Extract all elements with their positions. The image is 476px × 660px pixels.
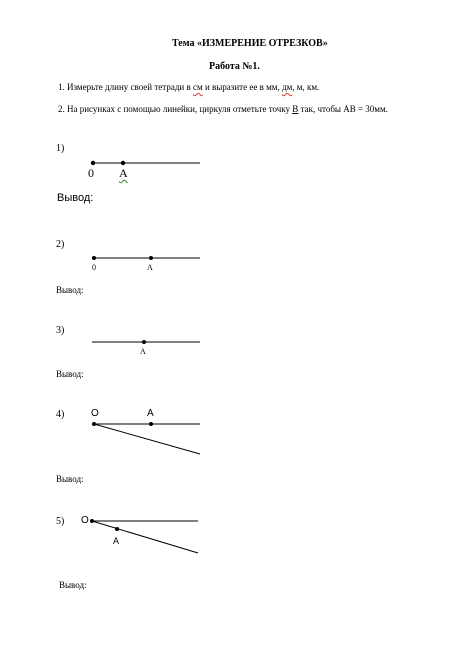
exercise-1-conclusion: Вывод: <box>57 192 94 204</box>
task-1-text-start: 1. Измерьте длину своей тетради в <box>58 82 193 92</box>
task-1-text-end: , м, км. <box>292 82 320 92</box>
fig1-point-a <box>121 161 125 165</box>
task-2-text-end: так, чтобы АВ = 30мм. <box>298 104 388 114</box>
fig2-point-a <box>149 256 153 260</box>
page-title: Тема «ИЗМЕРЕНИЕ ОТРЕЗКОВ» <box>172 38 328 49</box>
exercise-1-number: 1) <box>56 143 65 154</box>
exercise-3-conclusion: Вывод: <box>56 369 84 379</box>
fig2-point-o <box>92 256 96 260</box>
exercise-1-label-o: 0 <box>88 166 94 180</box>
fig5-point-o <box>90 519 94 523</box>
exercise-5-label-o: О <box>81 515 89 526</box>
exercise-3-number: 3) <box>56 325 65 336</box>
fig5-ray-slanted <box>92 521 198 553</box>
fig4-point-a <box>149 422 153 426</box>
exercise-2-label-a: А <box>147 263 153 272</box>
exercise-5-number: 5) <box>56 516 65 527</box>
exercise-4-number: 4) <box>56 409 65 420</box>
fig4-ray-slanted <box>94 424 200 454</box>
exercise-2-conclusion: Вывод: <box>56 285 84 295</box>
task-2-point-b: В <box>292 104 299 114</box>
work-number: Работа №1. <box>209 61 260 72</box>
task-2-text-start: 2. На рисунках с помощью линейки, циркуля отметьте точку <box>58 104 293 114</box>
exercise-3-label-a: А <box>140 347 146 356</box>
exercise-4-conclusion: Вывод: <box>56 474 84 484</box>
exercise-2-number: 2) <box>56 239 65 250</box>
fig4-point-o <box>92 422 96 426</box>
exercise-1-label-a: А <box>119 166 128 180</box>
task-1-dm: дм <box>281 82 293 92</box>
task-1-text-mid: и выразите ее в мм, <box>202 82 282 92</box>
fig3-point-a <box>142 340 146 344</box>
exercise-4-label-o: О <box>91 408 99 419</box>
exercise-5-label-a: А <box>113 536 120 546</box>
fig1-point-o <box>91 161 95 165</box>
task-1-cm: см <box>192 82 203 92</box>
fig5-point-a <box>115 527 119 531</box>
exercise-2-label-o: 0 <box>92 263 96 272</box>
exercise-5-conclusion: Вывод: <box>59 580 87 590</box>
exercise-4-label-a: А <box>147 408 154 419</box>
